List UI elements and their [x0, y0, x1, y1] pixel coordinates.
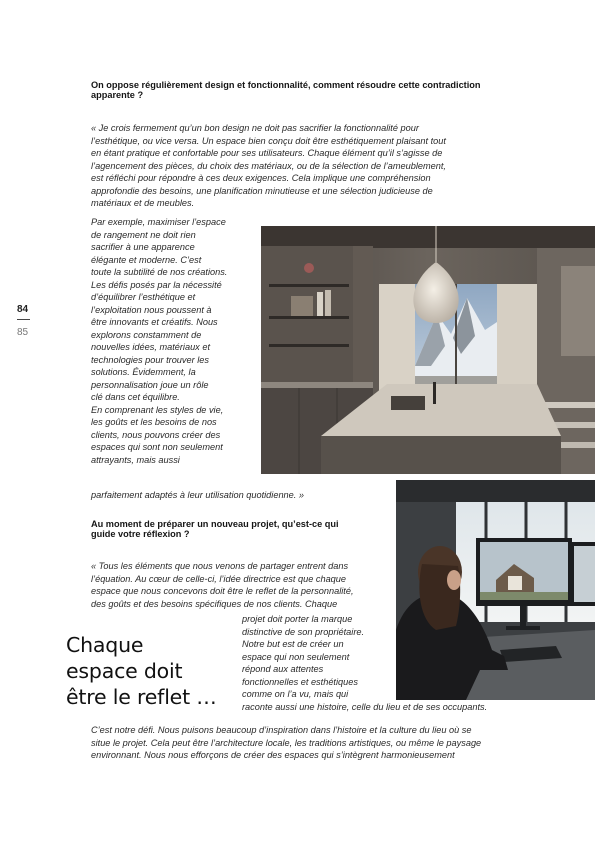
- answer-line: technologies pour trouver les: [91, 354, 209, 365]
- answer-line: comme on l’a vu, mais qui: [242, 689, 349, 700]
- answer-line: nouvelles idées, matériaux et: [91, 342, 210, 353]
- question-2-line: Au moment de préparer un nouveau projet, qu’est-ce qui: [91, 519, 339, 529]
- question-2: [91, 519, 339, 540]
- answer-2-tail: [91, 724, 536, 762]
- answer-line: les goûts et les besoins de nos: [91, 417, 217, 428]
- page-number-current: 84: [17, 304, 29, 315]
- answer-line: toute la subtilité de nos créations.: [91, 267, 228, 278]
- pull-quote: [66, 632, 246, 710]
- pull-quote-line: Chaque: [66, 633, 144, 657]
- answer-2-intro: [91, 560, 393, 610]
- answer-line: « Je crois fermement qu’un bon design ne doit pas sacrifier la fonctionnalité pour: [91, 123, 419, 133]
- answer-line: situe le projet. Cela peut être l’architecture locale, les traditions artistiques, ou même le paysage: [91, 737, 482, 748]
- answer-line: des goûts et des besoins spécifiques de nos clients. Chaque: [91, 598, 338, 609]
- answer-line: clé dans cet équilibre.: [91, 392, 180, 403]
- page-number-next: 85: [17, 327, 29, 338]
- answer-line: l’agencement des pièces, du choix des matériaux, ou de la sélection de l’ameublement,: [91, 160, 446, 171]
- answer-line: d’équilibrer l’esthétique et: [91, 292, 196, 303]
- answer-line: distinctive de son propriétaire.: [242, 626, 365, 637]
- answer-line: être innovants et créatifs. Nous: [91, 317, 218, 328]
- answer-2-column: [242, 613, 522, 713]
- answer-line: de rangement ne doit rien: [91, 229, 196, 240]
- answer-line: Notre but est de créer un: [242, 639, 344, 650]
- kitchen-illustration: [261, 226, 595, 474]
- page-number-divider: [17, 319, 30, 320]
- answer-line: projet doit porter la marque: [242, 614, 353, 624]
- answer-line: clients, nous pouvons créer des: [91, 429, 221, 440]
- answer-line: fonctionnelles et esthétiques: [242, 676, 358, 687]
- answer-line: l’exploitation nous poussent à: [91, 304, 212, 315]
- answer-line: approfondie des besoins, une planification minutieuse et une sélection judicieuse de: [91, 185, 433, 196]
- answer-line: explorons constamment de: [91, 329, 202, 340]
- answer-line: Par exemple, maximiser l’espace: [91, 217, 226, 227]
- question-2-line: guide votre réflexion ?: [91, 529, 190, 540]
- answer-line: est réfléchi pour répondre à ces deux exigences. Cela implique une compréhension: [91, 173, 431, 184]
- answer-line: matériaux et de meubles.: [91, 198, 195, 209]
- answer-line: environnant. Nous nous efforçons de créer des espaces qui s’intègrent harmonieusement: [91, 750, 455, 761]
- question-1-line: apparente ?: [91, 90, 144, 101]
- answer-line: espace qui non seulement: [242, 651, 350, 662]
- answer-line: personnalisation joue un rôle: [91, 379, 209, 390]
- answer-line: répond aux attentes: [242, 664, 324, 675]
- answer-line: en étant pratique et confortable pour ses utilisateurs. Chaque élément qu’il s’agisse de: [91, 148, 443, 159]
- answer-line: « Tous les éléments que nous venons de partager entrent dans: [91, 561, 349, 571]
- answer-line: En comprenant les styles de vie,: [91, 404, 224, 415]
- answer-line: espaces qui sont non seulement: [91, 442, 223, 453]
- answer-line: Les défis posés par la nécessité: [91, 279, 222, 290]
- answer-line: élégante et moderne. C’est: [91, 254, 202, 265]
- answer-1-closing: parfaitement adaptés à leur utilisation quotidienne. »: [91, 490, 304, 500]
- answer-line: espace que nous concevons doit être le reflet de la personnalité,: [91, 586, 354, 597]
- kitchen-photo: [261, 226, 595, 474]
- answer-line: l’équation. Au cœur de celle-ci, l’idée directrice est que chaque: [91, 573, 347, 584]
- answer-line: attrayants, mais aussi: [91, 454, 180, 465]
- answer-line: sacrifier à une apparence: [91, 242, 195, 253]
- question-1: [91, 80, 481, 101]
- answer-line: raconte aussi une histoire, celle du lieu et de ses occupants.: [242, 701, 488, 712]
- answer-line: C’est notre défi. Nous puisons beaucoup d’inspiration dans l’histoire et la culture du lieu où se: [91, 725, 472, 735]
- pull-quote-line: être le reflet …: [66, 685, 217, 710]
- question-1-line: On oppose régulièrement design et fonctionnalité, comment résoudre cette contradiction: [91, 80, 481, 90]
- pull-quote-line: espace doit: [66, 659, 183, 684]
- answer-line: l’esthétique, ou vice versa. Un espace bien conçu doit être esthétiquement plaisant tout: [91, 135, 446, 146]
- answer-line: solutions. Évidemment, la: [91, 367, 196, 378]
- answer-1-column: [91, 216, 259, 466]
- answer-1-intro: [91, 122, 521, 210]
